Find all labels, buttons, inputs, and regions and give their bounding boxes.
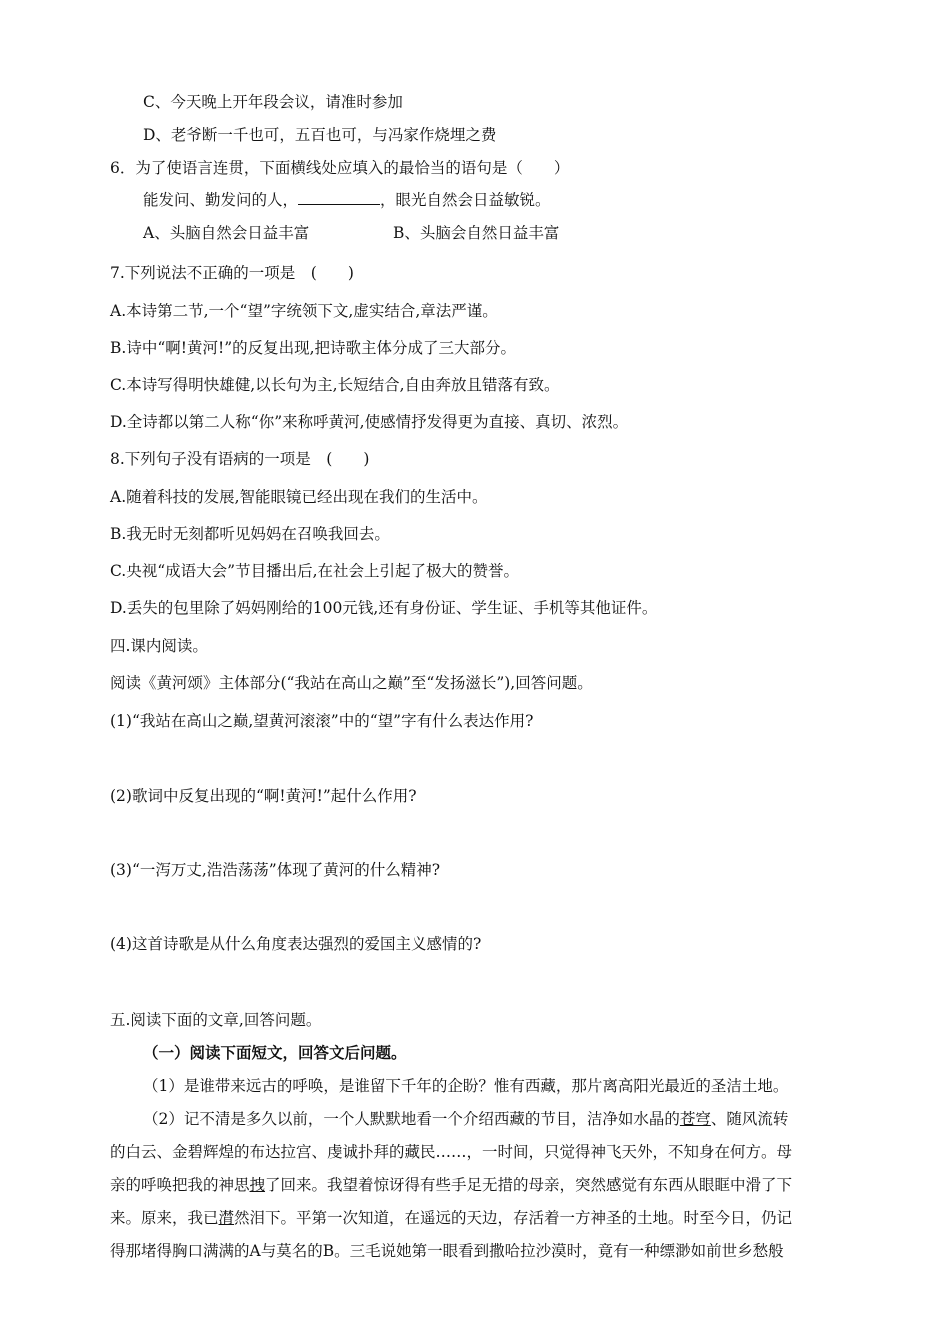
q7-option-b: B.诗中“啊!黄河!”的反复出现,把诗歌主体分成了三大部分。 xyxy=(110,339,517,357)
section5-title: 五.阅读下面的文章,回答问题。 xyxy=(110,1011,322,1029)
passage-paragraph-2-line-2: 的白云、金碧辉煌的布达拉宫、虔诚扑拜的藏民……，一时间，只觉得神飞天外，不知身在何方。母 xyxy=(110,1143,793,1161)
q6-sentence xyxy=(143,190,551,210)
q5-option-d: D、老爷断一千也可，五百也可，与冯家作烧埋之费 xyxy=(143,126,497,144)
text-segment: 、随风流转 xyxy=(710,1110,789,1128)
q6-sentence-after: ，眼光自然会日益敏锐。 xyxy=(380,191,551,209)
section4-title: 四.课内阅读。 xyxy=(110,637,208,655)
text-segment: 来。原来，我已 xyxy=(110,1209,219,1227)
q6-option-a: A、头脑自然会日益丰富 xyxy=(143,224,310,242)
q8-option-c: C.央视“成语大会”节目播出后,在社会上引起了极大的赞誉。 xyxy=(110,562,520,580)
passage-paragraph-2-line-1 xyxy=(143,1109,788,1129)
q8-option-b: B.我无时无刻都听见妈妈在召唤我回去。 xyxy=(110,525,390,543)
passage-paragraph-1: （1）是谁带来远古的呼唤，是谁留下千年的企盼？惟有西藏，那片离高阳光最近的圣洁土地。 xyxy=(143,1077,789,1095)
section4-question-1: (1)“我站在高山之巅,望黄河滚滚”中的“望”字有什么表达作用? xyxy=(110,712,534,730)
q7-option-c: C.本诗写得明快雄健,以长句为主,长短结合,自由奔放且错落有致。 xyxy=(110,376,560,394)
q6-stem: 6．为了使语言连贯，下面横线处应填入的最恰当的语句是（ ） xyxy=(110,159,570,177)
underlined-word: 潸 xyxy=(218,1209,235,1227)
passage-paragraph-2-line-3 xyxy=(110,1175,792,1195)
section4-question-3: (3)“一泻万丈,浩浩荡荡”体现了黄河的什么精神? xyxy=(110,861,441,879)
q7-option-d: D.全诗都以第二人称“你”来称呼黄河,使感情抒发得更为直接、真切、浓烈。 xyxy=(110,413,629,431)
section5-subtitle: （一）阅读下面短文，回答文后问题。 xyxy=(143,1043,407,1062)
text-segment: 了回来。我望着惊讶得有些手足无措的母亲，突然感觉有东西从眼眶中滑了下 xyxy=(265,1176,793,1194)
q8-stem: 8.下列句子没有语病的一项是 ( ) xyxy=(110,450,370,468)
passage-paragraph-2-line-5: 得那堵得胸口满满的A与莫名的B。三毛说她第一眼看到撒哈拉沙漠时，竟有一种缥渺如前世乡愁般 xyxy=(110,1242,784,1260)
q7-stem: 7.下列说法不正确的一项是 ( ) xyxy=(110,264,354,282)
q5-option-c: C、今天晚上开年段会议，请准时参加 xyxy=(143,93,403,111)
section4-question-4: (4)这首诗歌是从什么角度表达强烈的爱国主义感情的? xyxy=(110,935,482,953)
section4-intro: 阅读《黄河颂》主体部分(“我站在高山之巅”至“发扬滋长”),回答问题。 xyxy=(110,674,593,692)
answer-blank xyxy=(298,190,380,205)
q8-option-a: A.随着科技的发展,智能眼镜已经出现在我们的生活中。 xyxy=(110,488,488,506)
q8-option-d: D.丢失的包里除了妈妈刚给的100元钱,还有身份证、学生证、手机等其他证件。 xyxy=(110,599,658,617)
q6-option-b: B、头脑会自然日益丰富 xyxy=(393,224,560,242)
section4-question-2: (2)歌词中反复出现的“啊!黄河!”起什么作用? xyxy=(110,787,417,805)
underlined-word: 苍穹 xyxy=(679,1110,711,1128)
underlined-word: 拽 xyxy=(249,1176,266,1194)
passage-paragraph-2-line-4 xyxy=(110,1208,792,1228)
q6-sentence-before: 能发问、勤发问的人， xyxy=(143,191,299,209)
text-segment: （2）记不清是多久以前，一个人默默地看一个介绍西藏的节目，洁净如水晶的 xyxy=(143,1110,680,1128)
text-segment: 亲的呼唤把我的神思 xyxy=(110,1176,250,1194)
text-segment: 然泪下。平第一次知道，在遥远的天边，存活着一方神圣的土地。时至今日，仍记 xyxy=(234,1209,793,1227)
q7-option-a: A.本诗第二节,一个“望”字统领下文,虚实结合,章法严谨。 xyxy=(110,302,498,320)
